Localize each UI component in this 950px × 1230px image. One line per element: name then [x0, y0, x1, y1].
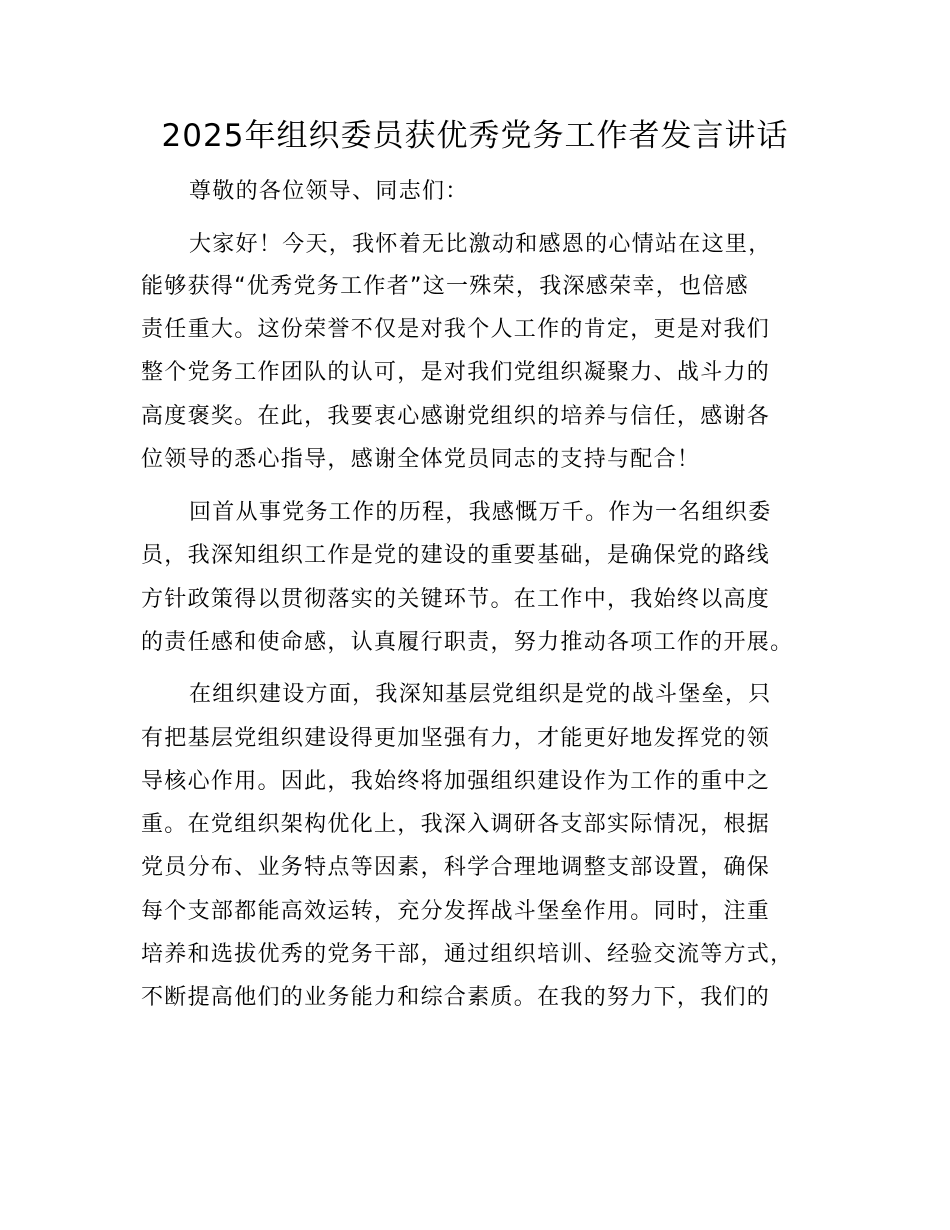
paragraph-3-line-6: 每个支部都能高效运转，充分发挥战斗堡垒作用。同时，注重 — [141, 899, 771, 924]
paragraph-3-line-8: 不断提高他们的业务能力和综合素质。在我的努力下，我们的 — [141, 985, 771, 1010]
document-title: 2025年组织委员获优秀党务工作者发言讲话 — [161, 118, 789, 154]
paragraph-3-line-7: 培养和选拔优秀的党务干部，通过组织培训、经验交流等方式， — [141, 942, 794, 967]
paragraph-3-line-2: 有把基层党组织建设得更加坚强有力，才能更好地发挥党的领 — [141, 726, 771, 751]
paragraph-3-line-3: 导核心作用。因此，我始终将加强组织建设作为工作的重中之 — [141, 769, 771, 794]
paragraph-1-line-2: 能够获得“优秀党务工作者”这一殊荣，我深感荣幸，也倍感 — [141, 274, 749, 299]
paragraph-2-line-4: 的责任感和使命感，认真履行职责，努力推动各项工作的开展。 — [141, 630, 794, 655]
paragraph-1-line-5: 高度褒奖。在此，我要衷心感谢党组织的培养与信任，感谢各 — [141, 404, 771, 429]
paragraph-1-line-3: 责任重大。这份荣誉不仅是对我个人工作的肯定，更是对我们 — [141, 317, 771, 342]
paragraph-3-line-1: 在组织建设方面，我深知基层党组织是党的战斗堡垒，只 — [189, 682, 772, 707]
paragraph-1-line-6: 位领导的悉心指导，感谢全体党员同志的支持与配合！ — [141, 447, 701, 472]
paragraph-1-line-4: 整个党务工作团队的认可，是对我们党组织凝聚力、战斗力的 — [141, 360, 771, 385]
paragraph-2-line-2: 员，我深知组织工作是党的建设的重要基础，是确保党的路线 — [141, 543, 771, 568]
salutation-line: 尊敬的各位领导、同志们： — [189, 179, 469, 204]
paragraph-2-line-1: 回首从事党务工作的历程，我感慨万千。作为一名组织委 — [189, 500, 772, 525]
paragraph-2-line-3: 方针政策得以贯彻落实的关键环节。在工作中，我始终以高度 — [141, 587, 771, 612]
paragraph-3-line-4: 重。在党组织架构优化上，我深入调研各支部实际情况，根据 — [141, 812, 771, 837]
paragraph-3-line-5: 党员分布、业务特点等因素，科学合理地调整支部设置，确保 — [141, 855, 771, 880]
paragraph-1-line-1: 大家好！今天，我怀着无比激动和感恩的心情站在这里， — [189, 232, 772, 257]
